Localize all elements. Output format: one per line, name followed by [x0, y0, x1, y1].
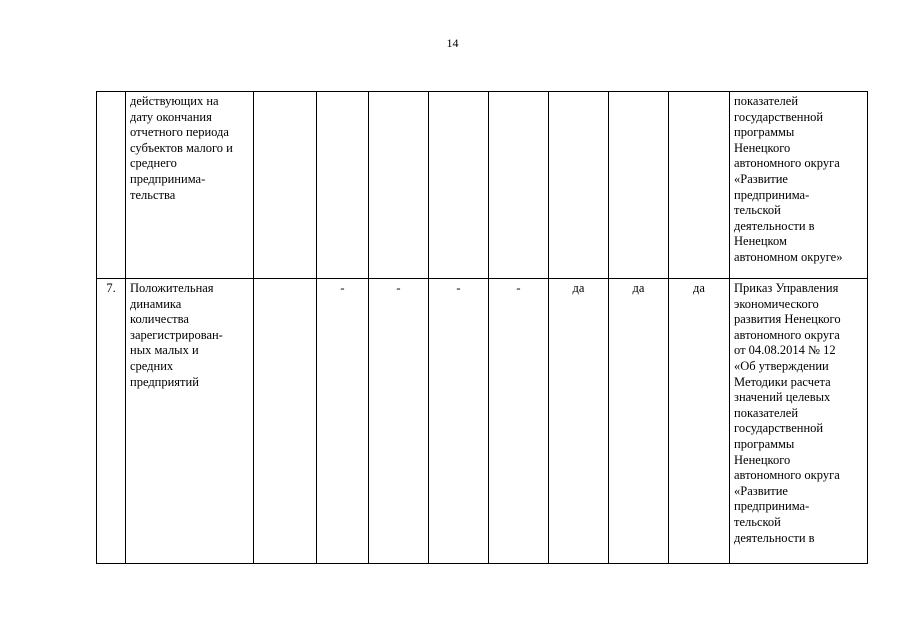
indicator-cell: действующих на дату окончания отчетного периода субъектов малого и среднего предпринима- тельства — [126, 92, 254, 279]
value-cell: да — [669, 279, 730, 564]
value-cell: - — [429, 279, 489, 564]
value-cell — [369, 92, 429, 279]
data-table — [96, 91, 868, 564]
source-cell: Приказ Управления экономического развития Ненецкого автономного округа от 04.08.2014 № 12 «Об утверждении Методики расчета значений целевых показателей государственной программы Ненецкого автономного округа «Развитие предпринима- тельской деятельности в — [730, 279, 868, 564]
row-number-cell — [97, 92, 126, 279]
indicator-cell: Положительная динамика количества зарегистрирован- ных малых и средних предприятий — [126, 279, 254, 564]
value-cell: да — [549, 279, 609, 564]
value-cell: - — [369, 279, 429, 564]
table-row — [97, 92, 868, 279]
row-number-cell: 7. — [97, 279, 126, 564]
value-cell: - — [317, 279, 369, 564]
value-cell — [669, 92, 730, 279]
value-cell — [254, 279, 317, 564]
value-cell — [254, 92, 317, 279]
value-cell: - — [489, 279, 549, 564]
source-cell: показателей государственной программы Ненецкого автономного округа «Развитие предпринима- тельской деятельности в Ненецком автономном округе» — [730, 92, 868, 279]
value-cell — [489, 92, 549, 279]
table-row — [97, 279, 868, 564]
value-cell — [317, 92, 369, 279]
value-cell: да — [609, 279, 669, 564]
value-cell — [549, 92, 609, 279]
value-cell — [609, 92, 669, 279]
page-number: 14 — [446, 36, 459, 50]
value-cell — [429, 92, 489, 279]
